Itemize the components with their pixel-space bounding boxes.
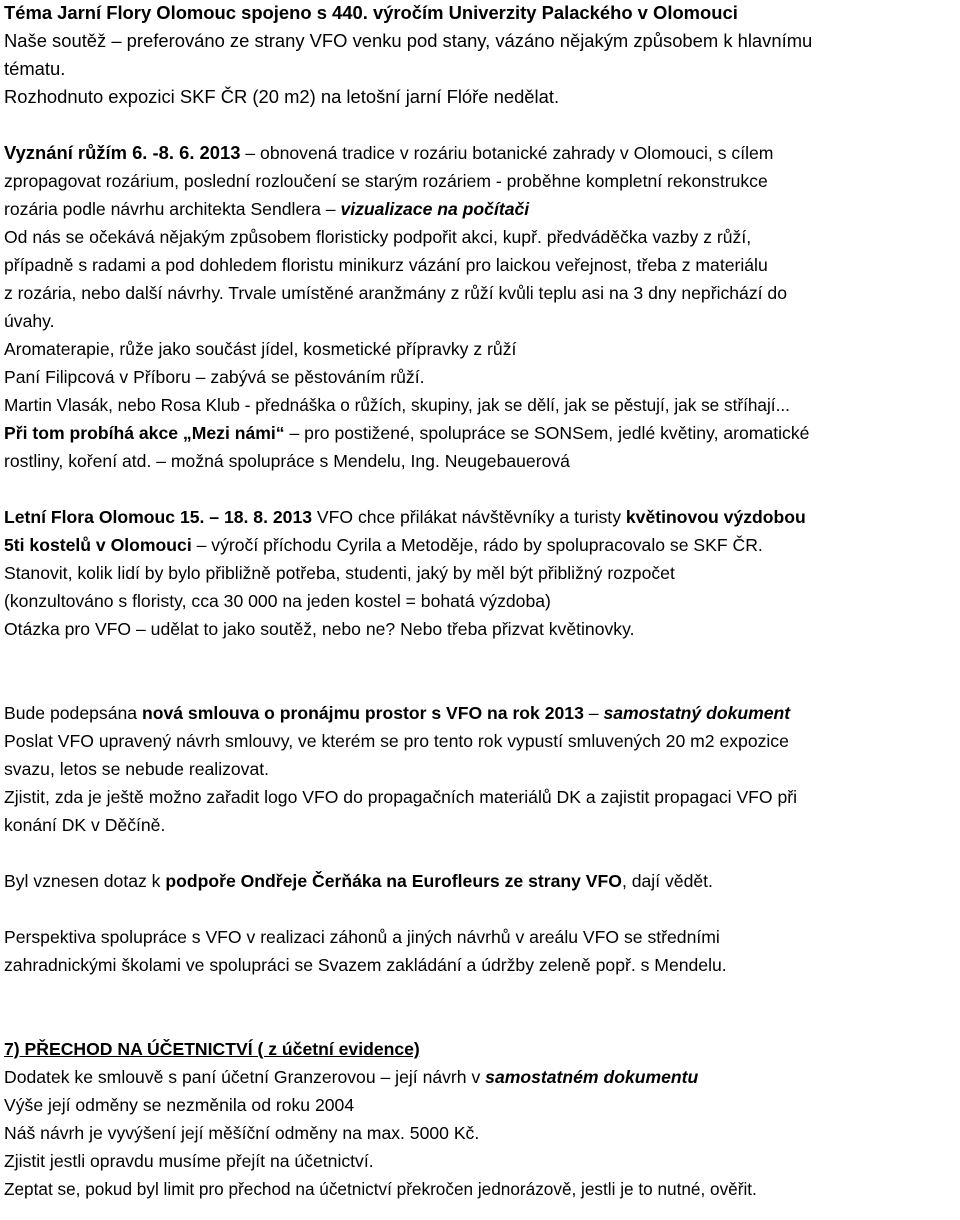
roses-line: Od nás se očekává nějakým způsobem floristicky podpořit akci, kupř. předváděčka vazby z růží,	[4, 227, 752, 247]
contract-text: Bude podepsána	[4, 703, 142, 723]
roses-text: – obnovená tradice v rozáriu botanické zahrady v Olomouci, s cílem	[240, 143, 774, 163]
summer-text: VFO chce přilákat návštěvníky a turisty	[312, 507, 626, 527]
contract-text: –	[583, 703, 604, 723]
eurofleurs-highlight: podpoře Ondřeje Čerňáka na Eurofleurs ze strany VFO	[165, 871, 622, 891]
flora-title: Téma Jarní Flory Olomouc spojeno s 440. výročím Univerzity Palackého v Olomouci	[4, 2, 738, 23]
perspective-line: Perspektiva spolupráce s VFO v realizaci záhonů a jiných návrhů v areálu VFO se středními	[4, 927, 720, 947]
summer-text: – výročí příchodu Cyrila a Metoděje, rádo by spolupracovalo se SKF ČR.	[191, 535, 763, 555]
roses-text: rozária podle návrhu architekta Sendlera –	[4, 199, 341, 219]
roses-line: rostliny, koření atd. – možná spolupráce s Mendelu, Ing. Neugebauerová	[4, 451, 570, 471]
eurofleurs-line	[4, 867, 713, 895]
accounting-line: Zjistit jestli opravdu musíme přejít na účetnictví.	[4, 1151, 374, 1171]
roses-line	[4, 139, 773, 169]
roses-line: Martin Vlasák, nebo Rosa Klub - přednáška o růžích, skupiny, jak se dělí, jak se pěstují, jak se stříhají...	[4, 395, 790, 415]
eurofleurs-text: Byl vznesen dotaz k	[4, 871, 166, 891]
roses-line: zpropagovat rozárium, poslední rozloučení se starým rozáriem - proběhne kompletní rekonstrukce	[4, 171, 768, 191]
roses-line: z rozária, nebo další návrhy. Trvale umístěné aranžmány z růží kvůli teplu asi na 3 dny nepřichází do	[4, 283, 787, 303]
flora-line: tématu.	[4, 58, 66, 79]
accounting-line: Náš návrh je vyvýšení její měšíční odměny na max. 5000 Kč.	[4, 1123, 480, 1143]
summer-line: Otázka pro VFO – udělat to jako soutěž, nebo ne? Nebo třeba přizvat květinovky.	[4, 619, 635, 639]
summer-line: Stanovit, kolik lidí by bylo přibližně potřeba, studenti, jaký by měl být přibližný rozpočet	[4, 563, 675, 583]
perspective-line: zahradnickými školami ve spolupráci se Svazem zakládání a údržby zeleně popř. s Mendelu.	[4, 955, 727, 975]
contract-highlight: nová smlouva o pronájmu prostor s VFO na rok 2013	[141, 703, 584, 723]
flora-line: Naše soutěž – preferováno ze strany VFO venku pod stany, vázáno nějakým způsobem k hlavnímu	[4, 30, 813, 51]
accounting-line: Výše její odměny se nezměnila od roku 2004	[4, 1095, 355, 1115]
roses-line	[4, 195, 529, 223]
summer-highlight: 5ti kostelů v Olomouci	[4, 535, 192, 555]
summer-line	[4, 503, 806, 531]
roses-line	[4, 419, 809, 447]
roses-line: Paní Filipcová v Příboru – zabývá se pěstováním růží.	[4, 367, 425, 387]
accounting-heading: 7) PŘECHOD NA ÚČETNICTVÍ ( z účetní evidence)	[4, 1039, 420, 1059]
roses-event-title: Vyznání růžím 6. -8. 6. 2013	[4, 142, 241, 163]
accounting-text: Dodatek ke smlouvě s paní účetní Granzerovou – její návrh v	[4, 1067, 486, 1087]
contract-line: svazu, letos se nebude realizovat.	[4, 759, 270, 779]
visualization-reference: vizualizace na počítači	[340, 199, 530, 219]
contract-line: Zjistit, zda je ještě možno zařadit logo VFO do propagačních materiálů DK a zajistit propagaci VFO při	[4, 787, 798, 807]
contract-line: Poslat VFO upravený návrh smlouvy, ve kterém se pro tento rok vypustí smluvených 20 m2 expozice	[4, 731, 789, 751]
separate-document-reference: samostatný dokument	[603, 703, 791, 723]
mezi-nami-event: Při tom probíhá akce „Mezi námi“	[4, 423, 285, 443]
summer-event-title: Letní Flora Olomouc 15. – 18. 8. 2013	[4, 507, 313, 527]
accounting-line	[4, 1063, 698, 1091]
roses-line: úvahy.	[4, 311, 55, 331]
roses-line: Aromaterapie, růže jako součást jídel, kosmetické přípravky z růží	[4, 339, 517, 359]
flora-line: Rozhodnuto expozici SKF ČR (20 m2) na letošní jarní Flóře nedělat.	[4, 86, 560, 107]
contract-line: konání DK v Děčíně.	[4, 815, 166, 835]
summer-line	[4, 531, 763, 559]
contract-line	[4, 699, 790, 727]
roses-text: – pro postižené, spolupráce se SONSem, jedlé květiny, aromatické	[284, 423, 810, 443]
summer-line: (konzultováno s floristy, cca 30 000 na jeden kostel = bohatá výzdoba)	[4, 591, 551, 611]
summer-highlight: květinovou výzdobou	[625, 507, 806, 527]
separate-document-reference: samostatném dokumentu	[485, 1067, 699, 1087]
eurofleurs-text: , dají vědět.	[621, 871, 713, 891]
accounting-line: Zeptat se, pokud byl limit pro přechod na účetnictví překročen jednorázově, jestli je to nutné, ověřit.	[4, 1179, 757, 1199]
roses-line: případně s radami a pod dohledem floristu minikurz vázání pro laickou veřejnost, třeba z materiálu	[4, 255, 768, 275]
